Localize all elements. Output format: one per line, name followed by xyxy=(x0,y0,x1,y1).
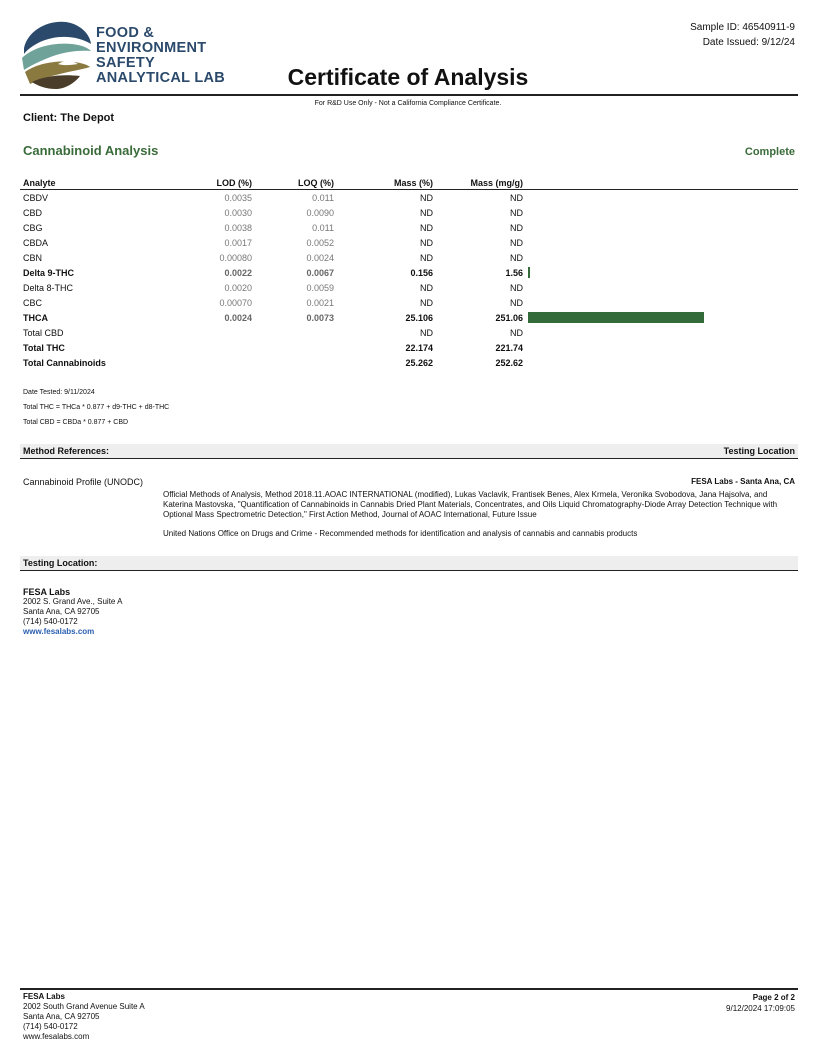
table-header xyxy=(20,177,798,190)
column-header-analyte: Analyte xyxy=(23,178,56,188)
lod-cell: 0.00070 xyxy=(219,298,252,308)
loq-cell: 0.011 xyxy=(312,193,334,203)
analyte-cell: THCA xyxy=(23,313,48,323)
page-number: Page 2 of 2 xyxy=(752,993,795,1002)
table-row xyxy=(20,221,798,236)
analyte-cell: Delta 8-THC xyxy=(23,283,74,293)
rd-use-note: For R&D Use Only - Not a California Compliance Certificate. xyxy=(314,100,502,107)
table-row xyxy=(20,281,798,296)
mass-pct-cell: 25.262 xyxy=(405,358,433,368)
logo-line-4: ANALYTICAL LAB xyxy=(96,70,226,86)
mass-pct-cell: ND xyxy=(420,223,433,233)
mass-mg-cell: ND xyxy=(510,328,523,338)
sample-id: Sample ID: 46540911-9 xyxy=(690,22,795,33)
footer-address xyxy=(23,992,145,1042)
column-header-lod: LOD (%) xyxy=(216,178,252,188)
mass-mg-cell: 1.56 xyxy=(505,268,523,278)
analyte-cell: CBG xyxy=(23,223,43,233)
mass-mg-cell: 251.06 xyxy=(495,313,523,323)
footer-address-line-2: Santa Ana, CA 92705 xyxy=(23,1012,100,1021)
mass-pct-cell: ND xyxy=(420,208,433,218)
lab-phone: (714) 540-0172 xyxy=(23,617,78,626)
footer-website: www.fesalabs.com xyxy=(23,1032,90,1041)
footer-lab-name: FESA Labs xyxy=(23,992,65,1001)
testing-location-address xyxy=(23,587,122,637)
method-references-label: Method References: xyxy=(23,446,110,456)
mass-mg-cell: ND xyxy=(510,298,523,308)
header-divider xyxy=(20,94,798,96)
mass-pct-cell: ND xyxy=(420,298,433,308)
analyte-cell: CBN xyxy=(23,253,43,263)
loq-cell: 0.0021 xyxy=(306,298,334,308)
lod-cell: 0.0035 xyxy=(224,193,252,203)
loq-cell: 0.0090 xyxy=(306,208,334,218)
date-issued: Date Issued: 9/12/24 xyxy=(702,37,795,48)
lab-address-line-1: 2002 S. Grand Ave., Suite A xyxy=(23,597,123,606)
method-location: FESA Labs - Santa Ana, CA xyxy=(691,477,795,486)
testing-location-title: Testing Location: xyxy=(23,558,98,568)
mass-mg-cell: ND xyxy=(510,193,523,203)
analyte-cell: CBC xyxy=(23,298,43,308)
total-thc-formula: Total THC = THCa * 0.877 + d9-THC + d8-THC xyxy=(23,404,170,411)
lod-cell: 0.0024 xyxy=(224,313,252,323)
lod-cell: 0.0022 xyxy=(224,268,252,278)
analyte-cell: Total Cannabinoids xyxy=(23,358,106,368)
method-reference-2: United Nations Office on Drugs and Crime - Recommended methods for identification and analysis of cannabis and cannabis products xyxy=(163,529,638,538)
mass-bar xyxy=(528,312,704,323)
table-row xyxy=(20,236,798,251)
footer-page-info xyxy=(726,992,795,1014)
analyte-cell: Delta 9-THC xyxy=(23,268,75,278)
mass-mg-cell: ND xyxy=(510,223,523,233)
testing-location-label: Testing Location xyxy=(723,446,795,456)
status-badge: Complete xyxy=(744,146,795,158)
mass-pct-cell: ND xyxy=(420,193,433,203)
mass-pct-cell: ND xyxy=(420,238,433,248)
total-cbd-formula: Total CBD = CBDa * 0.877 + CBD xyxy=(23,419,129,426)
table-row xyxy=(20,356,798,371)
lab-website-link[interactable]: www.fesalabs.com xyxy=(23,627,95,636)
loq-cell: 0.0052 xyxy=(306,238,334,248)
client-name: Client: The Depot xyxy=(23,112,115,124)
date-tested: Date Tested: 9/11/2024 xyxy=(23,389,95,396)
table-row xyxy=(20,206,798,221)
lod-cell: 0.0020 xyxy=(224,283,252,293)
method-name: Cannabinoid Profile (UNODC) xyxy=(23,477,144,487)
lab-name: FESA Labs xyxy=(23,587,71,597)
table-row xyxy=(20,251,798,266)
logo-line-2: ENVIRONMENT xyxy=(96,40,207,56)
loq-cell: 0.0073 xyxy=(306,313,334,323)
mass-pct-cell: ND xyxy=(420,253,433,263)
mass-mg-cell: 252.62 xyxy=(495,358,523,368)
mass-pct-cell: 0.156 xyxy=(410,268,433,278)
analyte-cell: Total THC xyxy=(23,343,65,353)
table-row xyxy=(20,341,798,356)
footer-timestamp: 9/12/2024 17:09:05 xyxy=(726,1004,795,1013)
table-row xyxy=(20,296,798,311)
mass-mg-cell: ND xyxy=(510,208,523,218)
column-header-loq: LOQ (%) xyxy=(298,178,334,188)
mass-pct-cell: 25.106 xyxy=(405,313,433,323)
lab-address-line-2: Santa Ana, CA 92705 xyxy=(23,607,100,616)
column-header-mass-mg: Mass (mg/g) xyxy=(470,178,523,188)
logo-line-3: SAFETY xyxy=(96,55,155,71)
footer-address-line-1: 2002 South Grand Avenue Suite A xyxy=(23,1002,145,1011)
mass-mg-cell: ND xyxy=(510,283,523,293)
mass-bar xyxy=(528,267,530,278)
lod-cell: 0.0038 xyxy=(224,223,252,233)
loq-cell: 0.011 xyxy=(312,223,334,233)
loq-cell: 0.0067 xyxy=(306,268,334,278)
mass-pct-cell: ND xyxy=(420,283,433,293)
table-row xyxy=(20,191,798,206)
method-reference-1: Official Methods of Analysis, Method 2018.11.AOAC INTERNATIONAL (modified), Lukas Vaclavik, Frantisek Benes, Alex Krmela, Veronika Svobodova, Jana Hajsolva, and Katerina Mastovska, "Quantification of Cannabinoids in Cannabis Dried Plant Materials, Concentrates, and Oils Liquid Chromatography-Diode Array Detection Technique with Optional Mass Spectrometric Detection," First Action Method, Journal of AOAC International, Future Issue xyxy=(163,490,778,519)
loq-cell: 0.0059 xyxy=(306,283,334,293)
footer-divider xyxy=(20,988,798,990)
table-row xyxy=(20,326,798,341)
column-header-mass-pct: Mass (%) xyxy=(393,178,433,188)
lod-cell: 0.0030 xyxy=(224,208,252,218)
mass-mg-cell: 221.74 xyxy=(495,343,523,353)
mass-mg-cell: ND xyxy=(510,238,523,248)
page-title: Certificate of Analysis xyxy=(287,64,529,90)
analyte-cell: CBDA xyxy=(23,238,49,248)
lod-cell: 0.00080 xyxy=(219,253,252,263)
table-row xyxy=(20,266,798,281)
analyte-cell: CBD xyxy=(23,208,43,218)
section-title-cannabinoid: Cannabinoid Analysis xyxy=(23,143,159,158)
mass-pct-cell: ND xyxy=(420,328,433,338)
footer-phone: (714) 540-0172 xyxy=(23,1022,78,1031)
loq-cell: 0.0024 xyxy=(306,253,334,263)
mass-mg-cell: ND xyxy=(510,253,523,263)
method-references-header xyxy=(20,444,798,459)
mass-pct-cell: 22.174 xyxy=(405,343,433,353)
table-row xyxy=(20,311,798,326)
analyte-cell: Total CBD xyxy=(23,328,64,338)
logo-line-1: FOOD & xyxy=(96,25,155,41)
lod-cell: 0.0017 xyxy=(224,238,252,248)
analyte-cell: CBDV xyxy=(23,193,49,203)
testing-location-header xyxy=(20,556,798,571)
